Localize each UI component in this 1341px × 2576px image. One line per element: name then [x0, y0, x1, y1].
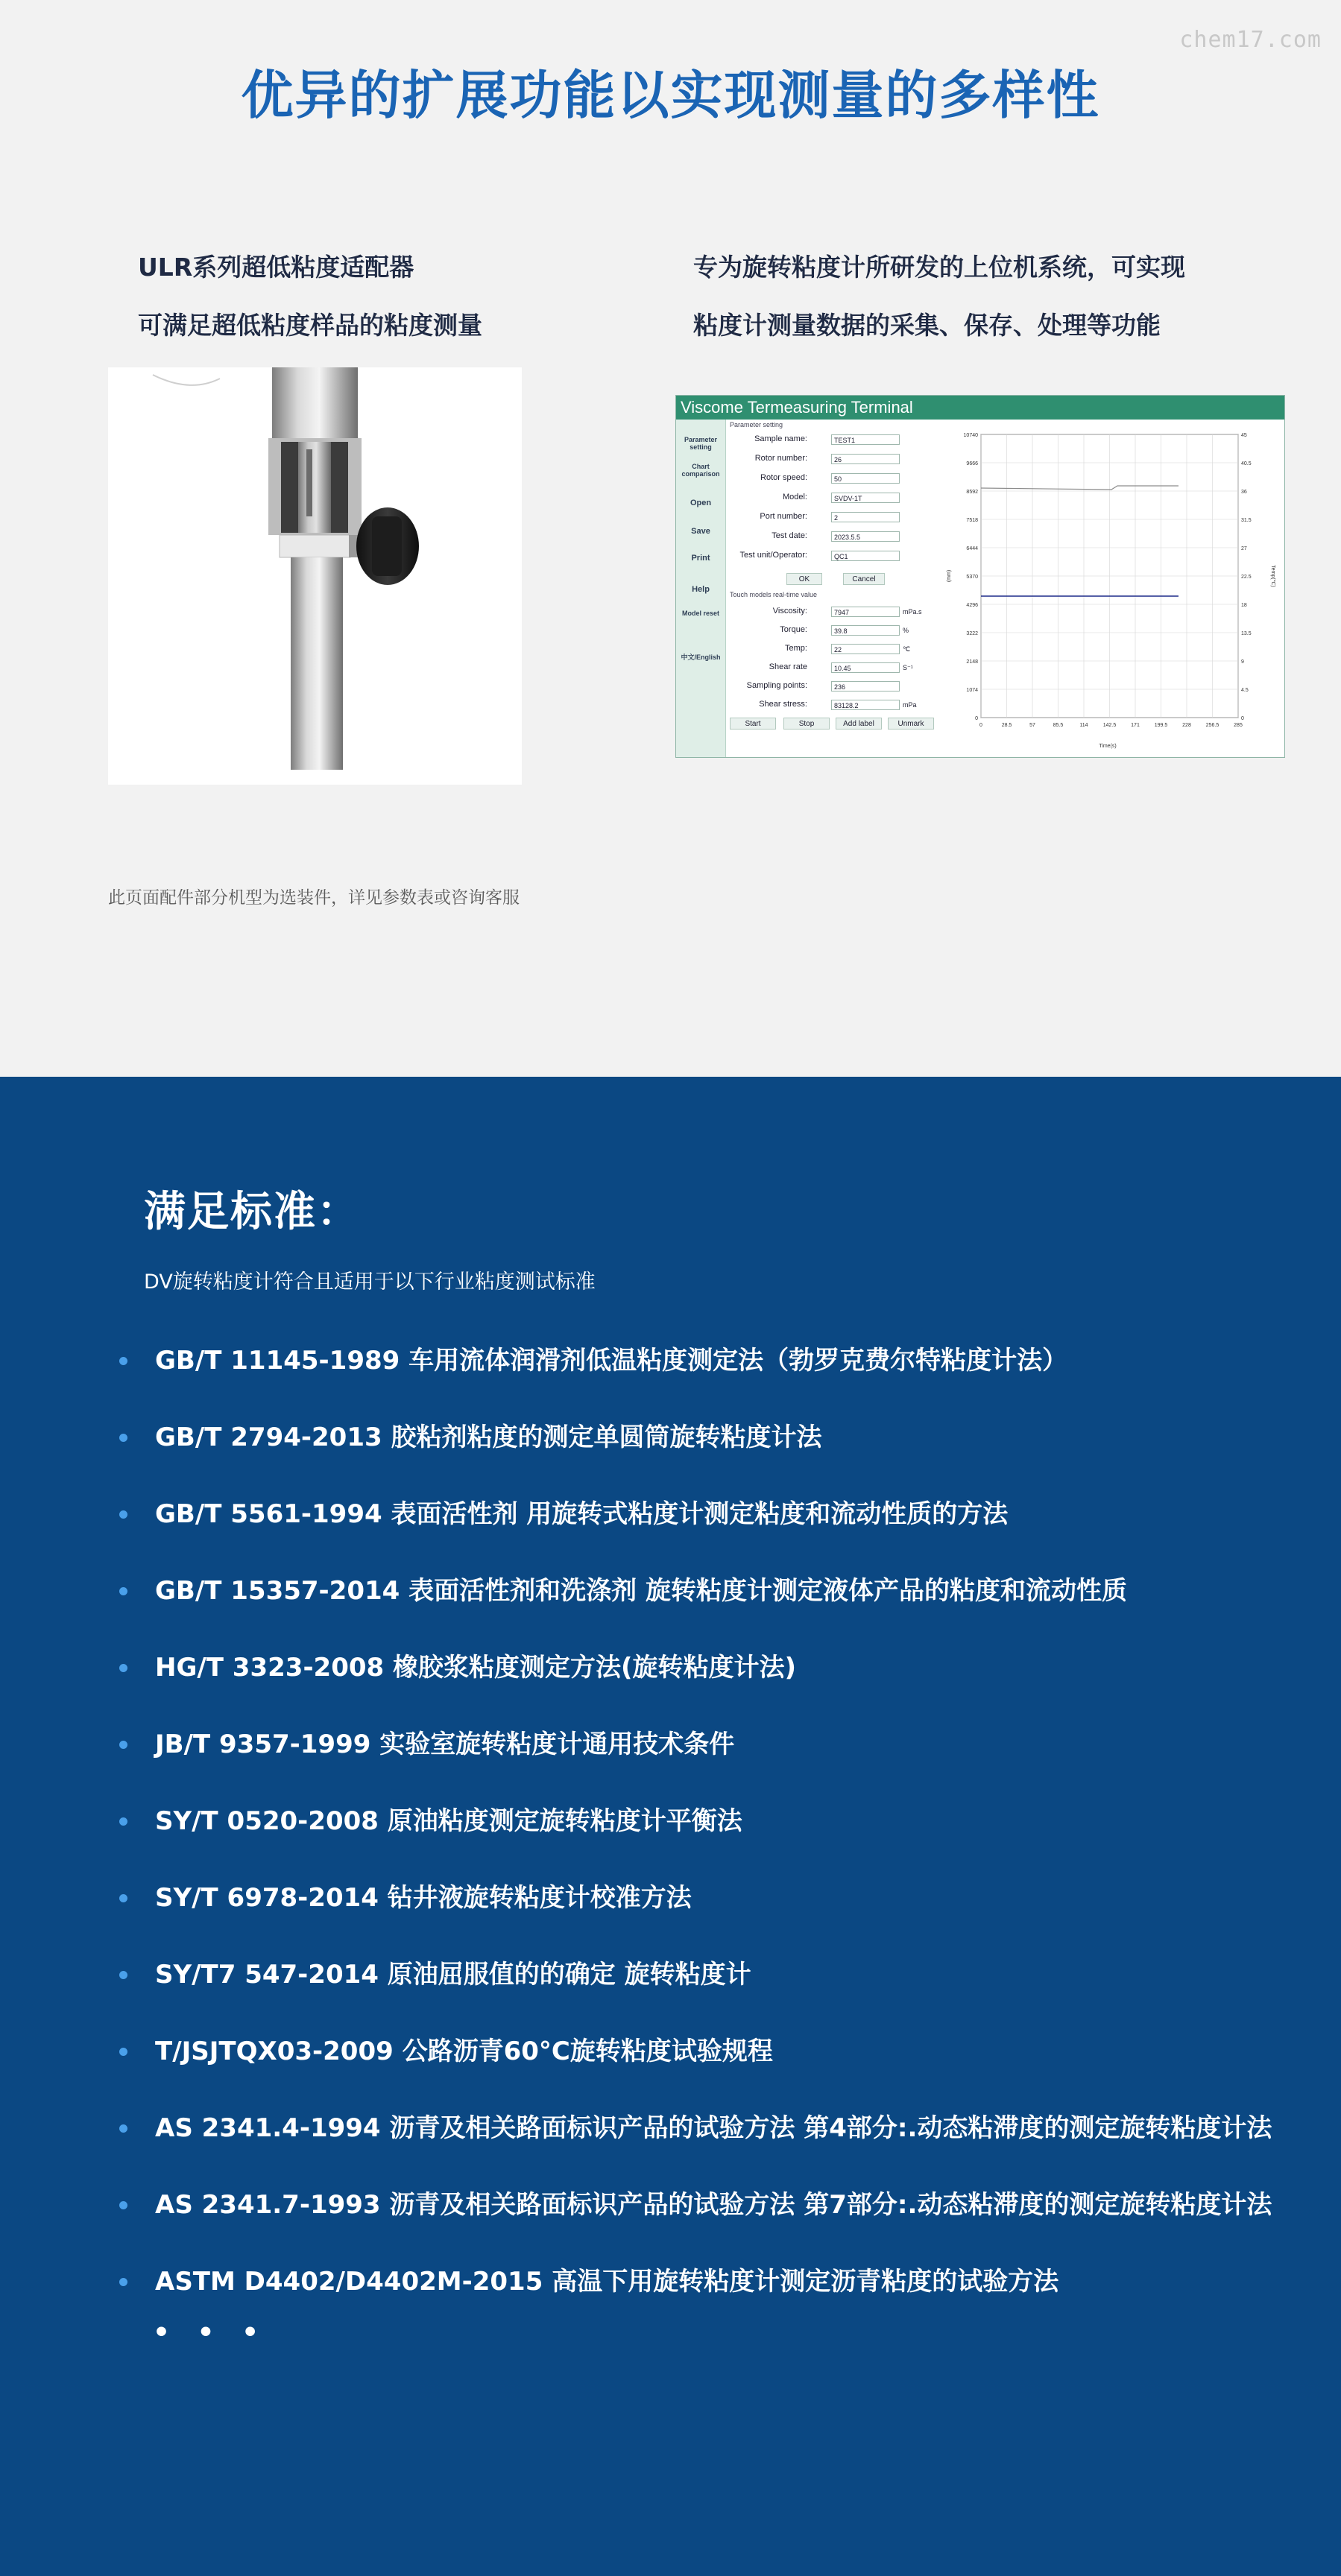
sidebar-item-language[interactable]: 中文/English	[681, 654, 721, 661]
y-right-tick-labels	[1241, 433, 1252, 721]
y-right-tick-label: 31.5	[1241, 518, 1252, 523]
bullet-icon	[119, 1510, 127, 1519]
x-tick-label: 171	[1131, 723, 1140, 728]
realtime-chart	[940, 420, 1283, 756]
sidebar-item-help[interactable]: Help	[692, 585, 710, 594]
realtime-unit: mPa	[903, 701, 917, 709]
y-left-tick-label: 9666	[966, 461, 978, 466]
standard-text: T/JSJTQX03-2009 公路沥青60°C旋转粘度试验规程	[155, 2037, 773, 2066]
y-left-tick-label: 7518	[966, 518, 978, 523]
realtime-value: 83128.2	[831, 700, 900, 710]
standard-text: AS 2341.7-1993 沥青及相关路面标识产品的试验方法 第7部分:.动态粘滞度的测定旋转粘度计法	[155, 2190, 1272, 2220]
left-feature-text	[138, 238, 482, 355]
y-right-tick-label: 40.5	[1241, 461, 1252, 466]
param-input[interactable]: SVDV-1T	[831, 493, 900, 503]
y-right-tick-label: 0	[1241, 716, 1244, 721]
standard-text: GB/T 5561-1994 表面活性剂 用旋转式粘度计测定粘度和流动性质的方法	[155, 1499, 1009, 1529]
watermark: chem17.com	[1179, 27, 1322, 53]
y-right-tick-label: 9	[1241, 659, 1244, 665]
x-tick-label: 28.5	[1001, 723, 1012, 728]
right-feature-line1: 专为旋转粘度计所研发的上位机系统，可实现	[693, 253, 1185, 282]
standard-text: GB/T 2794-2013 胶粘剂粘度的测定单圆筒旋转粘度计法	[155, 1423, 822, 1452]
realtime-unit: %	[903, 627, 909, 634]
param-section-title: Parameter setting	[730, 421, 783, 428]
unmark-button[interactable]: Unmark	[888, 718, 934, 730]
realtime-label: Shear rate	[769, 662, 807, 671]
realtime-section-title: Touch models real-time value	[730, 591, 818, 598]
y-left-tick-labels	[964, 433, 979, 721]
y-left-tick-label: 5370	[966, 575, 978, 580]
param-label: Port number:	[760, 512, 807, 521]
realtime-unit: mPa.s	[903, 608, 922, 615]
left-feature-line2: 可满足超低粘度样品的粘度测量	[138, 311, 482, 340]
param-label: Rotor number:	[754, 454, 807, 463]
standard-text: SY/T 6978-2014 钻井液旋转粘度计校准方法	[155, 1883, 692, 1913]
x-tick-label: 228	[1182, 723, 1191, 728]
software-window	[675, 395, 1285, 758]
realtime-label: Viscosity:	[772, 607, 807, 615]
standards-subtitle: DV旋转粘度计符合且适用于以下行业粘度测试标准	[144, 1270, 596, 1294]
ok-button[interactable]: OK	[786, 573, 822, 585]
x-tick-label: 114	[1079, 723, 1088, 728]
x-tick-label: 142.5	[1102, 723, 1117, 728]
realtime-label: Temp:	[785, 644, 807, 653]
realtime-value: 39.8	[831, 625, 900, 636]
realtime-unit: ℃	[903, 645, 911, 653]
param-label: Sample name:	[754, 434, 807, 443]
y-left-tick-label: 1074	[966, 688, 978, 693]
y-left-tick-label: 3222	[966, 631, 978, 636]
realtime-label: Shear stress:	[759, 700, 807, 709]
add-label-button[interactable]: Add label	[836, 718, 882, 730]
bullet-icon	[119, 2201, 127, 2209]
left-feature-line1: ULR系列超低粘度适配器	[138, 253, 414, 282]
param-label: Test unit/Operator:	[739, 551, 807, 560]
sidebar-item-open[interactable]: Open	[690, 499, 712, 507]
y-left-tick-label: 6444	[966, 546, 978, 551]
standard-text: HG/T 3323-2008 橡胶浆粘度测定方法(旋转粘度计法)	[155, 1653, 797, 1683]
standard-text: ASTM D4402/D4402M-2015 高温下用旋转粘度计测定沥青粘度的试验方法	[155, 2267, 1059, 2297]
y-right-tick-label: 4.5	[1241, 688, 1249, 693]
x-tick-label: 85.5	[1053, 723, 1064, 728]
y-right-tick-label: 45	[1241, 433, 1247, 438]
realtime-value: 7947	[831, 607, 900, 617]
bullet-icon	[119, 1434, 127, 1442]
x-tick-label: 285	[1234, 723, 1243, 728]
sidebar-item-parameter-setting[interactable]: Parameter setting	[684, 436, 718, 451]
standard-text: AS 2341.4-1994 沥青及相关路面标识产品的试验方法 第4部分:.动态粘滞度的测定旋转粘度计法	[155, 2113, 1272, 2143]
realtime-value: 236	[831, 681, 900, 692]
sidebar-item-print[interactable]: Print	[691, 554, 710, 563]
accessory-note: 此页面配件部分机型为选装件，详见参数表或咨询客服	[108, 888, 520, 908]
param-input[interactable]: 50	[831, 473, 900, 484]
y-right-tick-label: 22.5	[1241, 575, 1252, 580]
standard-text: JB/T 9357-1999 实验室旋转粘度计通用技术条件	[155, 1730, 735, 1759]
stop-button[interactable]: Stop	[783, 718, 830, 730]
adapter-illustration	[108, 367, 522, 785]
y-right-tick-label: 36	[1241, 490, 1247, 495]
standard-text: SY/T7 547-2014 原油屈服值的的确定 旋转粘度计	[155, 1960, 751, 1990]
start-button[interactable]: Start	[730, 718, 776, 730]
sidebar-item-model-reset[interactable]: Model reset	[681, 610, 719, 617]
standard-text: GB/T 15357-2014 表面活性剂和洗涤剂 旋转粘度计测定液体产品的粘度和流动性质	[155, 1576, 1127, 1606]
ulr-adapter-photo	[108, 367, 522, 785]
y-right-tick-label: 27	[1241, 546, 1247, 551]
realtime-label: Sampling points:	[746, 681, 807, 690]
right-feature-line2: 粘度计测量数据的采集、保存、处理等功能	[693, 311, 1161, 340]
y-right-tick-label: 13.5	[1241, 631, 1252, 636]
param-label: Test date:	[772, 531, 807, 540]
x-tick-labels	[979, 723, 1243, 728]
standard-text: GB/T 11145-1989 车用流体润滑剂低温粘度测定法（勃罗克费尔特粘度计法）	[155, 1346, 1068, 1376]
param-input[interactable]: TEST1	[831, 434, 900, 445]
bullet-icon	[119, 1971, 127, 1979]
param-input[interactable]: QC1	[831, 551, 900, 561]
bullet-icon	[119, 1894, 127, 1902]
page-headline: 优异的扩展功能以实现测量的多样性	[241, 65, 1100, 126]
standard-text: SY/T 0520-2008 原油粘度测定旋转粘度计平衡法	[155, 1806, 742, 1836]
y-left-tick-label: 0	[975, 716, 978, 721]
sidebar-item-chart-comparison[interactable]: Chart comparison	[681, 463, 720, 478]
right-feature-text	[693, 238, 1185, 355]
bullet-icon	[119, 2278, 127, 2286]
y-left-axis-label: (mm)	[947, 569, 952, 583]
bullet-icon	[119, 2124, 127, 2133]
sidebar-item-save[interactable]: Save	[691, 527, 710, 536]
y-left-tick-label: 2148	[966, 659, 978, 665]
y-left-tick-label: 10740	[963, 433, 978, 438]
realtime-value: 10.45	[831, 662, 900, 673]
chart-svg	[940, 420, 1283, 756]
param-input[interactable]: 26	[831, 454, 900, 464]
bullet-icon	[119, 1664, 127, 1672]
realtime-label: Torque:	[780, 625, 807, 634]
bullet-icon	[119, 1587, 127, 1595]
y-right-axis-label: Temp(℃)	[1270, 565, 1275, 587]
window-title: Viscome Termeasuring Terminal	[676, 396, 1284, 420]
y-left-tick-label: 8592	[966, 490, 978, 495]
cancel-button[interactable]: Cancel	[843, 573, 885, 585]
x-tick-label: 256.5	[1205, 723, 1219, 728]
realtime-value: 22	[831, 644, 900, 654]
bullet-icon	[119, 1817, 127, 1826]
param-label: Model:	[782, 493, 807, 501]
y-right-tick-label: 18	[1241, 603, 1247, 608]
x-axis-label: Time(s)	[1099, 744, 1117, 749]
param-input[interactable]: 2023.5.5	[831, 531, 900, 542]
y-left-tick-label: 4296	[966, 603, 978, 608]
param-label: Rotor speed:	[760, 473, 807, 482]
x-tick-label: 57	[1029, 723, 1035, 728]
bullet-icon	[119, 2048, 127, 2056]
param-input[interactable]: 2	[831, 512, 900, 522]
x-tick-label: 199.5	[1154, 723, 1168, 728]
x-tick-label: 0	[979, 723, 982, 728]
more-ellipsis: • • •	[153, 2317, 268, 2348]
realtime-unit: S⁻¹	[903, 664, 913, 671]
bullet-icon	[119, 1741, 127, 1749]
bullet-icon	[119, 1357, 127, 1365]
standards-title: 满足标准：	[144, 1188, 360, 1236]
